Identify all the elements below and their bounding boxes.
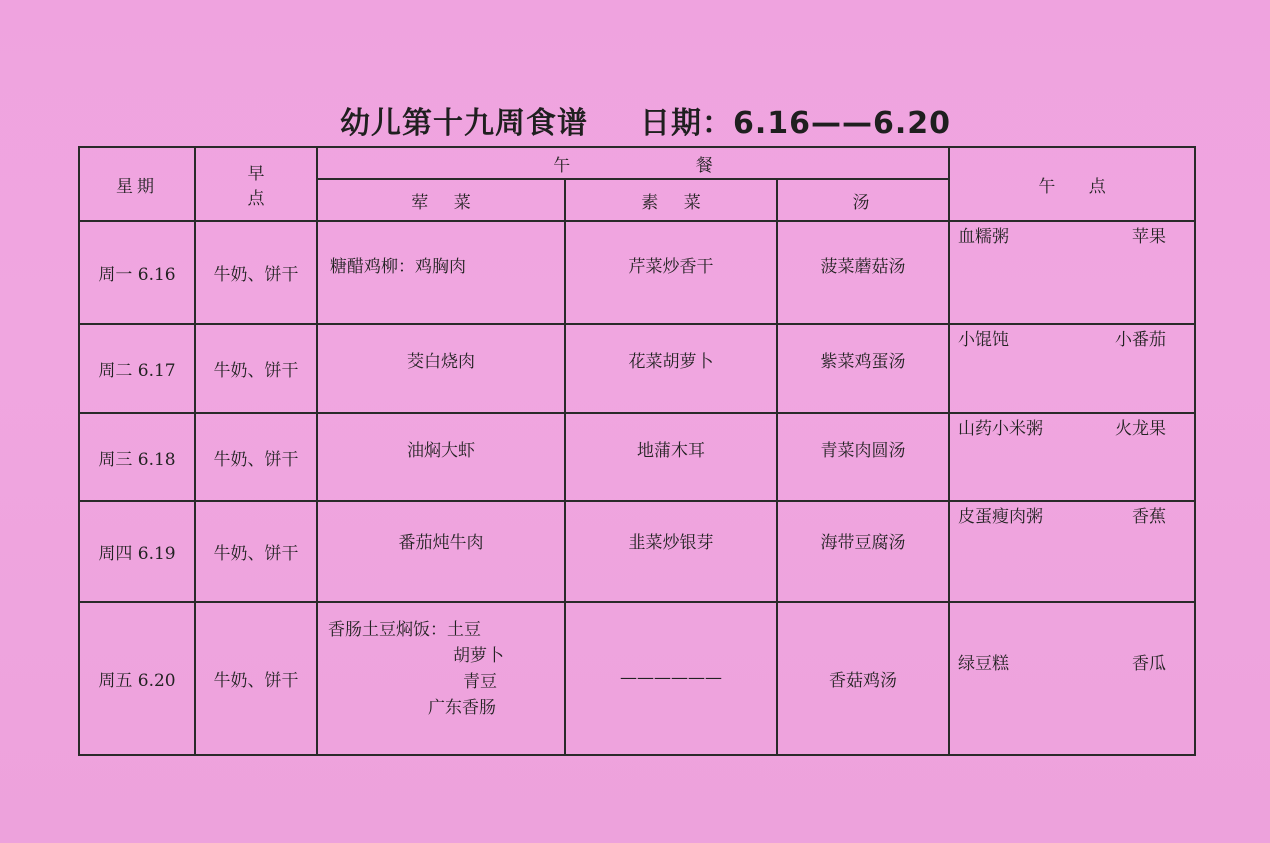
meat-cell: 番茄炖牛肉 — [317, 501, 565, 602]
breakfast-cell: 牛奶、饼干 — [195, 324, 317, 413]
snack-cell — [949, 602, 1195, 755]
fruit-item: 火龙果 — [1115, 418, 1167, 439]
soup-cell: 菠菜蘑菇汤 — [777, 221, 949, 324]
header-veg: 素 菜 — [565, 179, 777, 221]
header-snack: 午 点 — [949, 147, 1195, 221]
header-row-top — [79, 147, 1195, 179]
header-lunch: 午 餐 — [317, 147, 949, 179]
table-row — [79, 221, 1195, 324]
day-cell: 周四 6.19 — [79, 501, 195, 602]
veg-cell: 花菜胡萝卜 — [565, 324, 777, 413]
veg-cell: —————— — [565, 602, 777, 755]
snack-item: 绿豆糕 — [958, 653, 1010, 674]
soup-cell: 紫菜鸡蛋汤 — [777, 324, 949, 413]
snack-cell — [949, 221, 1195, 324]
veg-cell: 地蒲木耳 — [565, 413, 777, 502]
fruit-item: 小番茄 — [1115, 330, 1167, 351]
soup-cell: 青菜肉圆汤 — [777, 413, 949, 502]
header-breakfast: 早 点 — [195, 147, 317, 221]
snack-cell — [949, 413, 1195, 502]
header-meat: 荤 菜 — [317, 179, 565, 221]
snack-cell — [949, 501, 1195, 602]
menu-date: 日期：6.16——6.20 — [640, 106, 952, 141]
breakfast-cell: 牛奶、饼干 — [195, 501, 317, 602]
menu-table — [78, 146, 1196, 756]
fruit-item: 苹果 — [1132, 227, 1167, 248]
header-soup: 汤 — [777, 179, 949, 221]
fruit-item: 香蕉 — [1132, 507, 1167, 528]
soup-cell: 海带豆腐汤 — [777, 501, 949, 602]
veg-cell: 芹菜炒香干 — [565, 221, 777, 324]
snack-item: 血糯粥 — [958, 227, 1010, 248]
snack-cell — [949, 324, 1195, 413]
meat-line: 香肠土豆焖饭：土豆 — [328, 619, 481, 640]
breakfast-cell: 牛奶、饼干 — [195, 221, 317, 324]
page-title — [340, 98, 951, 142]
day-cell: 周二 6.17 — [79, 324, 195, 413]
breakfast-cell: 牛奶、饼干 — [195, 602, 317, 755]
menu-title: 幼儿第十九周食谱 — [340, 106, 588, 141]
table-row — [79, 324, 1195, 413]
table-row — [79, 501, 1195, 602]
veg-cell: 韭菜炒银芽 — [565, 501, 777, 602]
day-cell: 周三 6.18 — [79, 413, 195, 502]
soup-cell: 香菇鸡汤 — [777, 602, 949, 755]
snack-item: 皮蛋瘦肉粥 — [958, 507, 1044, 528]
fruit-item: 香瓜 — [1132, 653, 1167, 674]
meat-cell: 茭白烧肉 — [317, 324, 565, 413]
snack-item: 山药小米粥 — [958, 418, 1044, 439]
meat-line: 青豆 — [463, 671, 497, 692]
meat-cell: 油焖大虾 — [317, 413, 565, 502]
breakfast-cell: 牛奶、饼干 — [195, 413, 317, 502]
meat-cell: 糖醋鸡柳：鸡胸肉 — [317, 221, 565, 324]
header-day: 星期 — [79, 147, 195, 221]
meat-line: 胡萝卜 — [453, 645, 504, 666]
day-cell: 周五 6.20 — [79, 602, 195, 755]
meat-line: 广东香肠 — [428, 697, 496, 718]
meat-cell — [317, 602, 565, 755]
snack-item: 小馄饨 — [958, 330, 1010, 351]
day-cell: 周一 6.16 — [79, 221, 195, 324]
table-row — [79, 413, 1195, 502]
table-row — [79, 602, 1195, 755]
